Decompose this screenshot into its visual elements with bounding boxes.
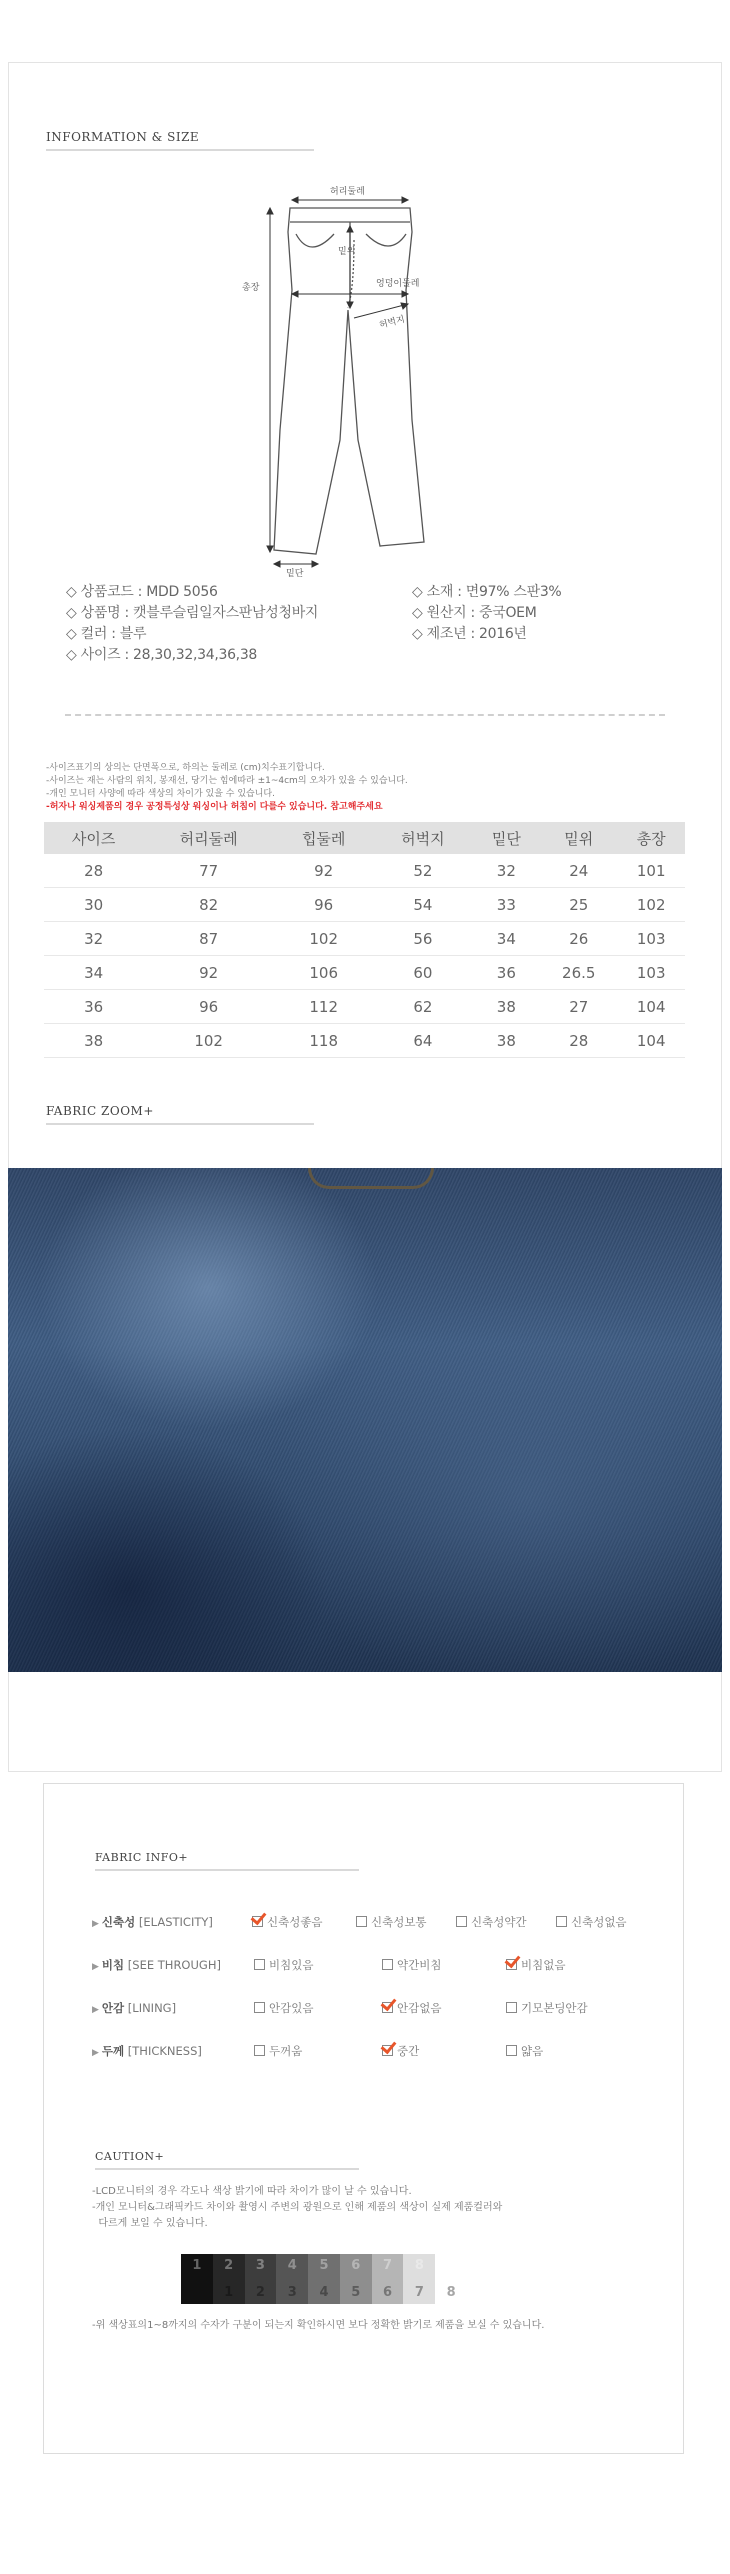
table-cell: 104 — [617, 990, 685, 1024]
table-cell: 36 — [473, 956, 541, 990]
table-row — [44, 1024, 685, 1058]
table-cell: 54 — [373, 888, 472, 922]
fabric-row-lining — [92, 2000, 176, 2016]
table-cell: 27 — [540, 990, 617, 1024]
product-info-right — [412, 582, 561, 645]
table-cell: 52 — [373, 854, 472, 888]
scale-number: 3 — [287, 2285, 297, 2300]
scale-swatch — [403, 2254, 435, 2304]
table-cell: 24 — [540, 854, 617, 888]
table-cell: 30 — [44, 888, 143, 922]
information-size-title: INFORMATION & SIZE — [46, 130, 200, 144]
fabric-zoom-image — [8, 1168, 722, 1672]
table-cell: 104 — [617, 1024, 685, 1058]
table-cell: 103 — [617, 956, 685, 990]
size-table — [44, 822, 685, 1058]
header-cell: 밑위 — [540, 822, 617, 854]
fabric-row-thickness — [92, 2043, 202, 2059]
product-code: ◇ 상품코드 : MDD 5056 — [66, 584, 218, 600]
checkbox-icon[interactable] — [456, 1916, 467, 1927]
table-cell: 34 — [473, 922, 541, 956]
table-cell: 38 — [44, 1024, 143, 1058]
caution-footnote: -위 색상표의1~8까지의 수자가 구분이 되는지 확인하시면 보다 정확한 밝기로 제품을 보실 수 있습니다. — [92, 2320, 545, 2331]
table-cell: 106 — [274, 956, 373, 990]
scale-number: 1 — [192, 2258, 202, 2273]
table-row — [44, 854, 685, 888]
row-label: 비침 — [101, 1958, 125, 1972]
table-cell: 96 — [143, 990, 274, 1024]
table-cell: 103 — [617, 922, 685, 956]
fabric-info-frame — [43, 1783, 684, 2454]
brightness-scale — [181, 2254, 467, 2304]
triangle-icon: ▶ — [92, 1919, 99, 1929]
title-underline — [95, 1869, 359, 1871]
table-cell: 32 — [44, 922, 143, 956]
scale-swatch — [276, 2254, 308, 2304]
scale-swatch — [308, 2254, 340, 2304]
option-lining-no[interactable]: 안감없음 — [382, 2000, 441, 2016]
table-cell: 33 — [473, 888, 541, 922]
option-lining-yes[interactable]: 안감있음 — [254, 2000, 313, 2016]
fabric-zoom-title: FABRIC ZOOM+ — [46, 1104, 154, 1118]
header-cell: 허리둘레 — [143, 822, 274, 854]
product-info-left — [66, 582, 318, 666]
rise-label: 밑위 — [338, 247, 356, 257]
scale-number: 4 — [287, 2258, 297, 2273]
scale-number: 3 — [255, 2258, 265, 2273]
table-cell: 34 — [44, 956, 143, 990]
table-cell: 38 — [473, 990, 541, 1024]
scale-number: 8 — [446, 2285, 456, 2300]
table-cell: 38 — [473, 1024, 541, 1058]
note-line: -사이즈는 재는 사람의 위치, 봉재선, 당기는 힘에따라 ±1~4cm의 오차가 있을 수 있습니다. — [46, 776, 408, 786]
product-material: ◇ 소재 : 면97% 스판3% — [412, 584, 562, 600]
table-cell: 96 — [274, 888, 373, 922]
table-cell: 82 — [143, 888, 274, 922]
scale-number: 8 — [414, 2258, 424, 2273]
table-row — [44, 922, 685, 956]
option-thickness-medium[interactable]: 중간 — [382, 2043, 419, 2059]
scale-number: 7 — [414, 2285, 424, 2300]
triangle-icon: ▶ — [92, 2005, 99, 2015]
jeans-measurement-diagram — [230, 170, 500, 580]
table-cell: 32 — [473, 854, 541, 888]
product-sizes: ◇ 사이즈 : 28,30,32,34,36,38 — [66, 647, 258, 663]
option-lining-brushed[interactable]: 기모본딩안감 — [506, 2000, 588, 2016]
table-cell: 56 — [373, 922, 472, 956]
table-cell: 112 — [274, 990, 373, 1024]
product-color: ◇ 컬러 : 블루 — [66, 626, 147, 642]
option-elasticity-slight[interactable]: 신축성약간 — [456, 1914, 527, 1930]
scale-number: 5 — [351, 2285, 361, 2300]
scale-swatch — [340, 2254, 372, 2304]
row-label: 신축성 — [101, 1915, 136, 1929]
scale-number: 7 — [383, 2258, 393, 2273]
scale-swatch — [435, 2254, 467, 2304]
scale-number: 2 — [255, 2285, 265, 2300]
fabric-info-title: FABRIC INFO+ — [95, 1851, 189, 1864]
title-underline — [46, 1123, 314, 1125]
table-cell: 118 — [274, 1024, 373, 1058]
row-label-en: [THICKNESS] — [124, 2044, 202, 2058]
checkbox-icon[interactable] — [254, 1959, 265, 1970]
option-see-through-yes[interactable]: 비침있음 — [254, 1957, 313, 1973]
table-cell: 60 — [373, 956, 472, 990]
fabric-row-elasticity — [92, 1914, 213, 1930]
pocket-stitching — [308, 1168, 434, 1189]
table-cell: 26 — [540, 922, 617, 956]
table-cell: 87 — [143, 922, 274, 956]
dashed-divider — [65, 714, 665, 716]
header-cell: 허벅지 — [373, 822, 472, 854]
checkbox-icon[interactable] — [356, 1916, 367, 1927]
row-label: 두께 — [101, 2044, 125, 2058]
table-row — [44, 956, 685, 990]
scale-swatch — [181, 2254, 213, 2304]
option-see-through-none[interactable]: 비침없음 — [506, 1957, 565, 1973]
table-row — [44, 990, 685, 1024]
table-cell: 25 — [540, 888, 617, 922]
title-underline — [95, 2168, 359, 2170]
thigh-label: 허벅지 — [378, 314, 407, 331]
product-year: ◇ 제조년 : 2016년 — [412, 626, 527, 642]
row-label-en: [ELASTICITY] — [135, 1915, 213, 1929]
scale-swatch — [372, 2254, 404, 2304]
option-elasticity-none[interactable]: 신축성없음 — [556, 1914, 627, 1930]
checkbox-icon[interactable] — [382, 2002, 393, 2013]
table-cell: 62 — [373, 990, 472, 1024]
jeans-outline — [274, 208, 424, 554]
header-cell: 사이즈 — [44, 822, 143, 854]
checkbox-icon[interactable] — [254, 2002, 265, 2013]
option-thickness-thin[interactable]: 얇음 — [506, 2043, 543, 2059]
table-cell: 26.5 — [540, 956, 617, 990]
table-cell: 36 — [44, 990, 143, 1024]
checkbox-icon[interactable] — [382, 2045, 393, 2056]
scale-number: 6 — [351, 2258, 361, 2273]
triangle-icon: ▶ — [92, 2048, 99, 2058]
checkbox-icon[interactable] — [506, 1959, 517, 1970]
note-line: -개인 모니터 사양에 따라 색상의 차이가 있을 수 있습니다. — [46, 789, 275, 799]
checkbox-icon[interactable] — [506, 2045, 517, 2056]
product-name: ◇ 상품명 : 캣블루슬림일자스판남성청바지 — [66, 605, 319, 621]
checkbox-icon[interactable] — [506, 2002, 517, 2013]
option-elasticity-normal[interactable]: 신축성보통 — [356, 1914, 427, 1930]
triangle-icon: ▶ — [92, 1962, 99, 1972]
title-underline — [46, 149, 314, 151]
scale-number: 5 — [319, 2258, 329, 2273]
option-elasticity-good[interactable]: 신축성좋음 — [252, 1914, 323, 1930]
caution-text — [92, 2184, 502, 2232]
option-thickness-thick[interactable]: 두꺼움 — [254, 2043, 302, 2059]
scale-number: 2 — [224, 2258, 234, 2273]
row-label-en: [LINING] — [124, 2001, 177, 2015]
table-cell: 101 — [617, 854, 685, 888]
option-see-through-slight[interactable]: 약간비침 — [382, 1957, 441, 1973]
row-label-en: [SEE THROUGH] — [124, 1958, 221, 1972]
table-row — [44, 888, 685, 922]
checkbox-icon[interactable] — [254, 2045, 265, 2056]
fabric-row-see-through — [92, 1957, 221, 1973]
header-cell: 밑단 — [473, 822, 541, 854]
checkbox-icon[interactable] — [382, 1959, 393, 1970]
scale-number: 6 — [383, 2285, 393, 2300]
table-cell: 102 — [143, 1024, 274, 1058]
checkbox-icon[interactable] — [556, 1916, 567, 1927]
header-cell: 힙둘레 — [274, 822, 373, 854]
table-cell: 77 — [143, 854, 274, 888]
table-cell: 92 — [274, 854, 373, 888]
caution-line: 다르게 보일 수 있습니다. — [92, 2218, 208, 2229]
size-table-header — [44, 822, 685, 854]
scale-swatch — [213, 2254, 245, 2304]
header-cell: 총장 — [617, 822, 685, 854]
scale-number: 1 — [224, 2285, 234, 2300]
hem-label: 밑단 — [286, 569, 304, 579]
waist-label: 허리둘레 — [330, 187, 365, 197]
table-cell: 28 — [540, 1024, 617, 1058]
table-cell: 102 — [617, 888, 685, 922]
row-label: 안감 — [101, 2001, 125, 2015]
caution-line: -개인 모니터&그래픽카드 차이와 촬영시 주변의 광원으로 인해 제품의 색상이 실제 제품컬러와 — [92, 2202, 503, 2213]
note-warning: -허자나 워싱제품의 경우 공정특성상 워싱이나 허침이 다를수 있습니다. 참고해주세요 — [46, 802, 383, 812]
table-cell: 102 — [274, 922, 373, 956]
note-line: -사이즈표기의 상의는 단면폭으로, 하의는 둘레로 (cm)치수표기합니다. — [46, 763, 325, 773]
table-cell: 92 — [143, 956, 274, 990]
size-notes — [46, 762, 408, 814]
table-cell: 64 — [373, 1024, 472, 1058]
length-label: 총장 — [242, 283, 260, 293]
scale-number: 4 — [319, 2285, 329, 2300]
checkbox-icon[interactable] — [252, 1916, 263, 1927]
caution-title: CAUTION+ — [95, 2150, 165, 2163]
product-origin: ◇ 원산지 : 중국OEM — [412, 605, 537, 621]
caution-line: -LCD모니터의 경우 각도나 색상 밝기에 따라 차이가 많이 날 수 있습니다. — [92, 2186, 412, 2197]
table-cell: 28 — [44, 854, 143, 888]
scale-swatch — [245, 2254, 277, 2304]
hip-label: 엉덩이둘레 — [376, 279, 420, 289]
